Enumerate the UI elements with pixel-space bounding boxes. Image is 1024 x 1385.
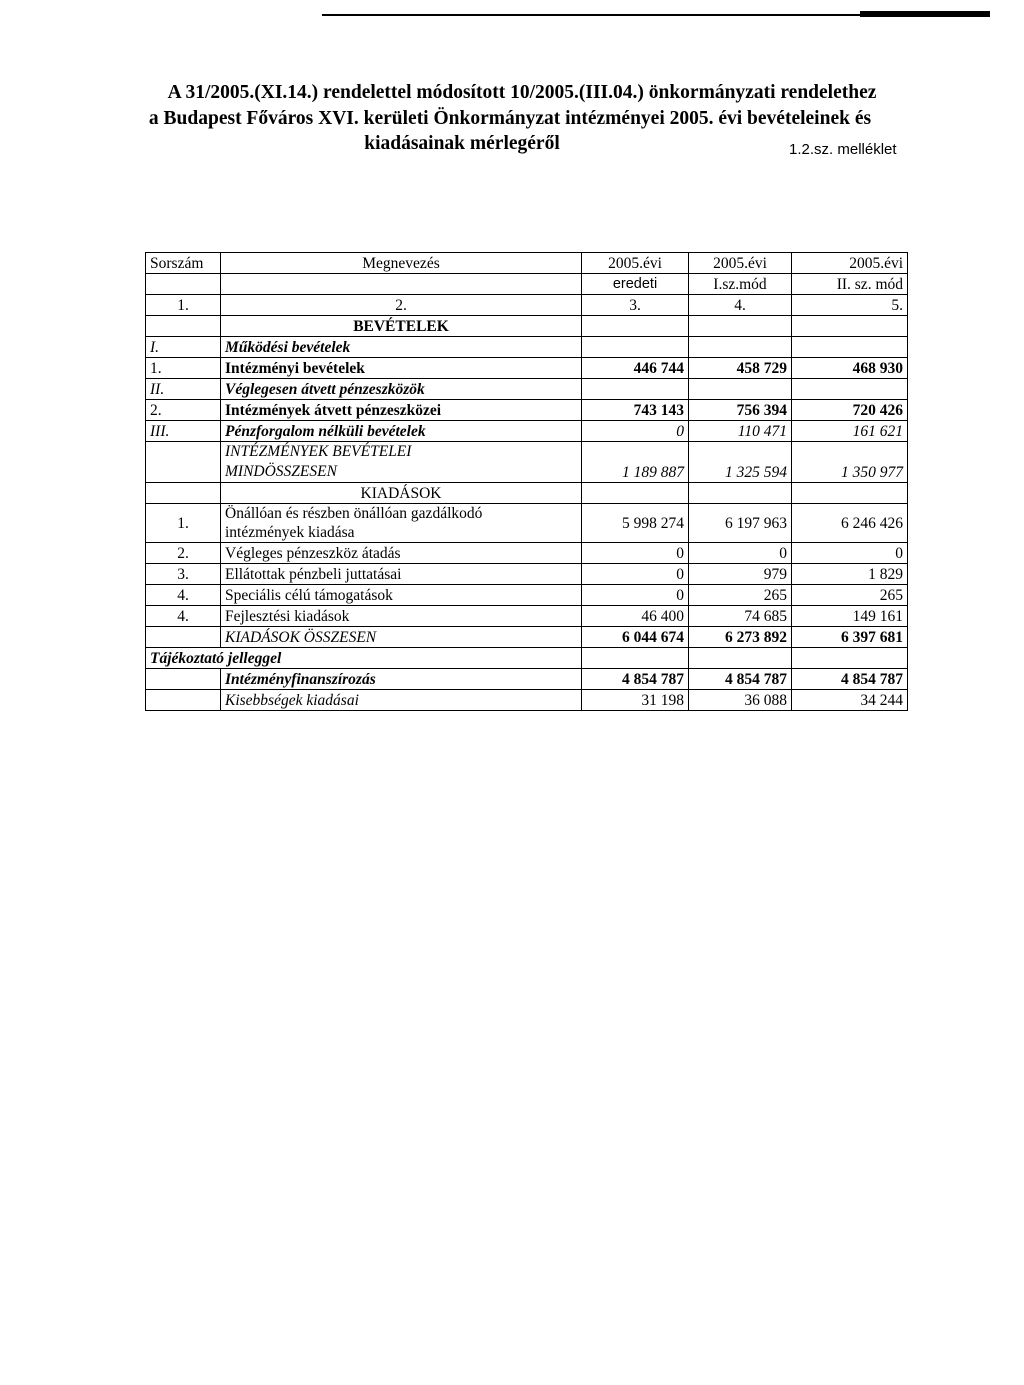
bevetelek-title: BEVÉTELEK [221, 316, 582, 337]
income-row [146, 400, 908, 421]
row-number: I. [146, 337, 221, 358]
value-mod2 [792, 337, 908, 358]
header-num-3: 3. [582, 295, 689, 316]
income-row [146, 358, 908, 379]
value-mod2: 4 854 787 [792, 669, 908, 690]
info-row [146, 669, 908, 690]
row-name: Végleges pénzeszköz átadás [221, 543, 582, 564]
row-number: III. [146, 421, 221, 442]
value-mod1 [689, 337, 792, 358]
expense-row [146, 585, 908, 606]
income-row [146, 337, 908, 358]
info-row [146, 690, 908, 711]
row-number: 2. [146, 543, 221, 564]
row-name: Ellátottak pénzbeli juttatásai [221, 564, 582, 585]
header-col4: 2005.évi [689, 253, 792, 274]
value-mod1: 979 [689, 564, 792, 585]
value-original: 0 [582, 421, 689, 442]
value-original: 5 998 274 [582, 504, 689, 543]
value-original: 446 744 [582, 358, 689, 379]
kiadasok-title: KIADÁSOK [221, 483, 582, 504]
value-original: 0 [582, 585, 689, 606]
value-mod2: 0 [792, 543, 908, 564]
info-label-row [146, 648, 908, 669]
row-name: Működési bevételek [221, 337, 582, 358]
value-original: 0 [582, 543, 689, 564]
header-row-1 [146, 253, 908, 274]
income-total-mod2: 1 350 977 [792, 442, 908, 483]
value-mod2: 161 621 [792, 421, 908, 442]
row-number: 4. [146, 606, 221, 627]
section-bevetelek [146, 316, 908, 337]
header-sorszam: Sorszám [146, 253, 221, 274]
row-number: 1. [146, 504, 221, 543]
value-mod1: 6 197 963 [689, 504, 792, 543]
row-name [221, 504, 582, 543]
header-col5: 2005.évi [792, 253, 908, 274]
value-mod2: 468 930 [792, 358, 908, 379]
header-num-1: 1. [146, 295, 221, 316]
expense-row [146, 504, 908, 543]
value-mod1: 0 [689, 543, 792, 564]
value-mod2 [792, 379, 908, 400]
expense-row [146, 606, 908, 627]
expense-total-original: 6 044 674 [582, 627, 689, 648]
title-line-2: a Budapest Főváros XVI. kerületi Önkormányzat intézményei 2005. évi bevételeinek és [148, 108, 872, 129]
value-mod2: 6 246 426 [792, 504, 908, 543]
row-number: 2. [146, 400, 221, 421]
row-number: 1. [146, 358, 221, 379]
header-col3-sub: eredeti [582, 274, 689, 295]
row-number: 3. [146, 564, 221, 585]
value-mod1: 110 471 [689, 421, 792, 442]
row-name: Véglegesen átvett pénzeszközök [221, 379, 582, 400]
header-num-4: 4. [689, 295, 792, 316]
value-original [582, 379, 689, 400]
info-row-name: Intézményfinanszírozás [221, 669, 582, 690]
row-number: II. [146, 379, 221, 400]
value-original [582, 337, 689, 358]
row-name-line2: intézmények kiadása [225, 524, 355, 541]
header-megnevezes: Megnevezés [221, 253, 582, 274]
header-col5-sub: II. sz. mód [792, 274, 908, 295]
annex-label: 1.2.sz. melléklet [789, 141, 897, 158]
value-mod1: 265 [689, 585, 792, 606]
budget-table [145, 252, 908, 711]
income-row [146, 379, 908, 400]
value-mod1 [689, 379, 792, 400]
expense-total-mod2: 6 397 681 [792, 627, 908, 648]
expense-total-mod1: 6 273 892 [689, 627, 792, 648]
value-mod2: 149 161 [792, 606, 908, 627]
value-mod2: 34 244 [792, 690, 908, 711]
income-total-mod1: 1 325 594 [689, 442, 792, 483]
value-original: 0 [582, 564, 689, 585]
row-name-line1: Önállóan és részben önállóan gazdálkodó [225, 505, 483, 522]
value-mod2: 720 426 [792, 400, 908, 421]
row-name: Speciális célú támogatások [221, 585, 582, 606]
value-mod1: 36 088 [689, 690, 792, 711]
header-col4-sub: I.sz.mód [689, 274, 792, 295]
info-label: Tájékoztató jelleggel [146, 648, 582, 669]
income-row [146, 421, 908, 442]
expense-row [146, 543, 908, 564]
header-num-5: 5. [792, 295, 908, 316]
value-mod1: 74 685 [689, 606, 792, 627]
info-row-name: Kisebbségek kiadásai [221, 690, 582, 711]
header-row-3 [146, 295, 908, 316]
value-original: 46 400 [582, 606, 689, 627]
top-rule-thick [860, 11, 990, 17]
value-mod1: 756 394 [689, 400, 792, 421]
value-mod2: 1 829 [792, 564, 908, 585]
row-number: 4. [146, 585, 221, 606]
value-original: 743 143 [582, 400, 689, 421]
value-original: 31 198 [582, 690, 689, 711]
row-name: Intézményi bevételek [221, 358, 582, 379]
expense-row [146, 564, 908, 585]
header-num-2: 2. [221, 295, 582, 316]
value-mod1: 458 729 [689, 358, 792, 379]
income-total-original: 1 189 887 [582, 442, 689, 483]
title-line-1: A 31/2005.(XI.14.) rendelettel módosított 10/2005.(III.04.) önkormányzati rendelethez [167, 82, 877, 103]
header-row-2 [146, 274, 908, 295]
row-name: Pénzforgalom nélküli bevételek [221, 421, 582, 442]
section-kiadasok [146, 483, 908, 504]
income-total-label-line2: MINDÖSSZESEN [225, 463, 337, 480]
income-total-label-line1: INTÉZMÉNYEK BEVÉTELEI [225, 443, 412, 460]
value-mod1: 4 854 787 [689, 669, 792, 690]
income-total-row [146, 442, 908, 483]
row-name: Intézmények átvett pénzeszközei [221, 400, 582, 421]
expense-total-row [146, 627, 908, 648]
row-name: Fejlesztési kiadások [221, 606, 582, 627]
header-col3: 2005.évi [582, 253, 689, 274]
income-total-label [221, 442, 582, 483]
value-mod2: 265 [792, 585, 908, 606]
expense-total-label: KIADÁSOK ÖSSZESEN [221, 627, 582, 648]
title-line-3: kiadásainak mérlegéről [364, 133, 560, 154]
value-original: 4 854 787 [582, 669, 689, 690]
